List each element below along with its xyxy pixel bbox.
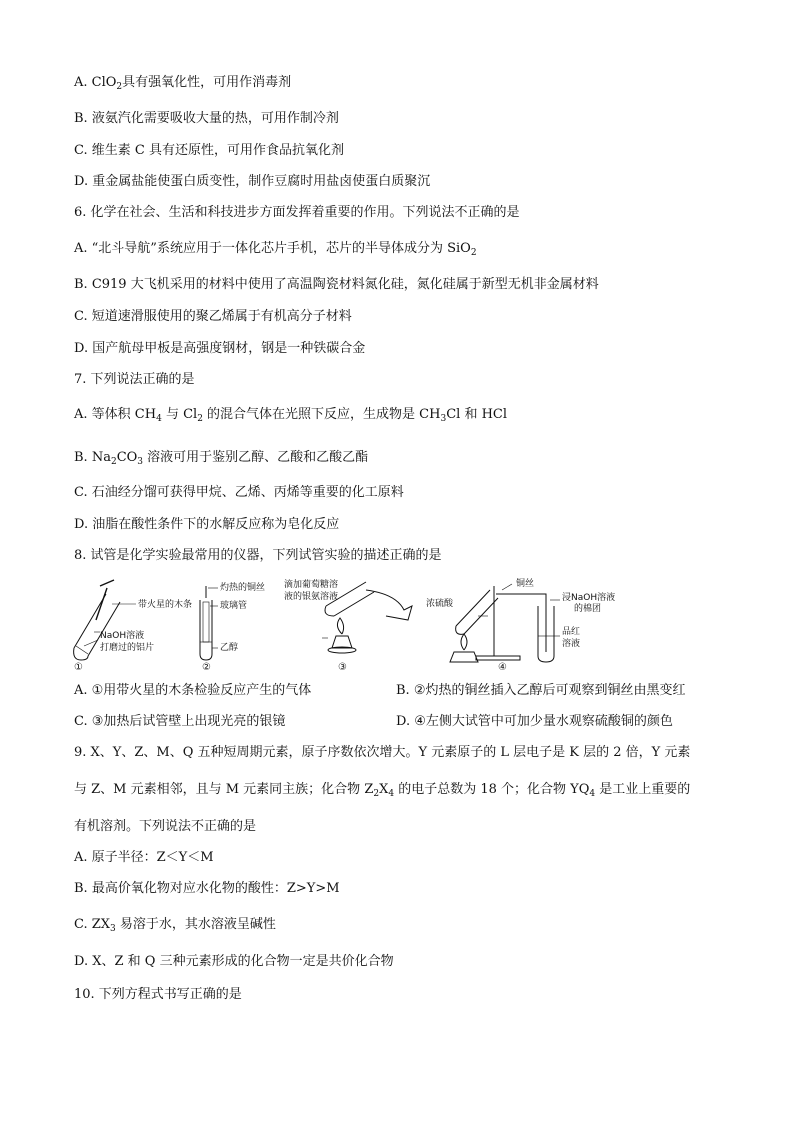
q9-stem-line-2: 与 Z、M 元素相邻，且与 M 元素同主族；化合物 $Z_2X_4$ 的电子总数为 18 个；化合物 $YQ_4$ 是工业上重要的 [74,782,691,799]
q6-stem: 6. 化学在社会、生活和科技进步方面发挥着重要的作用。下列说法不正确的是 [74,205,520,220]
q7-option-a: A. 等体积 $CH_4$ 与 $Cl_2$ 的混合气体在光照下反应，生成物是 $CH_3Cl$ 和 HCl [74,407,508,424]
label-num-4: ④ [498,662,507,672]
label-cotton-1: 浸NaOH溶液 [562,593,616,603]
label-hot-cu: 灼热的铜丝 [220,583,266,593]
q8-option-a: A. ①用带火星的木条检验反应产生的气体 [74,683,312,698]
q9-option-c: C. $ZX_3$ 易溶于水，其水溶液呈碱性 [74,917,276,934]
q5-option-c: C. 维生素 C 具有还原性，可用作食品抗氧化剂 [74,143,344,158]
q9-option-a: A. 原子半径：Z＜Y＜M [74,850,214,865]
q9-option-d: D. X、Z 和 Q 三种元素形成的化合物一定是共价化合物 [74,954,394,969]
label-ethanol: 乙醇 [220,643,239,653]
q8-apparatus-figure [66,576,726,672]
q8-stem: 8. 试管是化学实验最常用的仪器，下列试管实验的描述正确的是 [74,548,442,563]
q7-stem: 7. 下列说法正确的是 [74,372,195,387]
label-num-1: ① [74,662,83,672]
q10-stem: 10. 下列方程式书写正确的是 [74,987,242,1002]
label-num-3: ③ [338,662,347,672]
q7-option-b: B. $Na_2CO_3$ 溶液可用于鉴别乙醇、乙酸和乙酸乙酯 [74,450,369,467]
label-glucose-2: 液的银氨溶液 [284,592,339,602]
q6-option-a: A. “北斗导航”系统应用于一体化芯片手机，芯片的半导体成分为 SiO$_2$ [74,241,477,258]
label-glucose-1: 滴加葡萄糖溶 [284,580,339,590]
apparatus-4 [450,584,560,662]
q9-option-b: B. 最高价氧化物对应水化物的酸性：Z>Y>M [74,881,340,896]
label-naoh: NaOH溶液 [100,631,145,641]
label-red-2: 溶液 [562,639,581,649]
q6-option-c: C. 短道速滑服使用的聚乙烯属于有机高分子材料 [74,309,352,324]
label-cu-wire: 铜丝 [516,579,535,589]
label-al: 打磨过的铝片 [100,643,155,653]
q5-option-b: B. 液氨汽化需要吸收大量的热，可用作制冷剂 [74,111,339,126]
q6-option-d: D. 国产航母甲板是高强度钢材，钢是一种铁碳合金 [74,341,366,356]
q7-option-d: D. 油脂在酸性条件下的水解反应称为皂化反应 [74,517,340,532]
q6-option-b: B. C919 大飞机采用的材料中使用了高温陶瓷材料氮化硅，氮化硅属于新型无机非金属材料 [74,277,599,292]
q9-stem-line-3: 有机溶剂。下列说法不正确的是 [74,819,257,834]
label-num-2: ② [202,662,211,672]
q8-option-c: C. ③加热后试管壁上出现光亮的银镜 [74,714,286,729]
q5-option-d: D. 重金属盐能使蛋白质变性，制作豆腐时用盐卤使蛋白质聚沉 [74,174,431,189]
label-acid: 浓硫酸 [426,599,454,609]
apparatus-2 [200,586,218,660]
q8-option-d: D. ④左侧大试管中可加少量水观察硫酸铜的颜色 [396,714,673,729]
label-red-1: 品红 [562,627,581,637]
q8-option-b: B. ②灼热的铜丝插入乙醇后可观察到铜丝由黑变红 [396,683,686,698]
q7-option-c: C. 石油经分馏可获得甲烷、乙烯、丙烯等重要的化工原料 [74,485,404,500]
label-splint: 带火星的木条 [138,600,193,610]
label-cotton-2: 的棉团 [574,604,602,614]
label-glass: 玻璃管 [220,601,248,611]
q5-option-a: A. ClO$_2$具有强氧化性，可用作消毒剂 [74,75,292,92]
q9-stem-line-1: 9. X、Y、Z、M、Q 五种短周期元素，原子序数依次增大。Y 元素原子的 L 层电子是 K 层的 2 倍，Y 元素 [74,745,691,760]
